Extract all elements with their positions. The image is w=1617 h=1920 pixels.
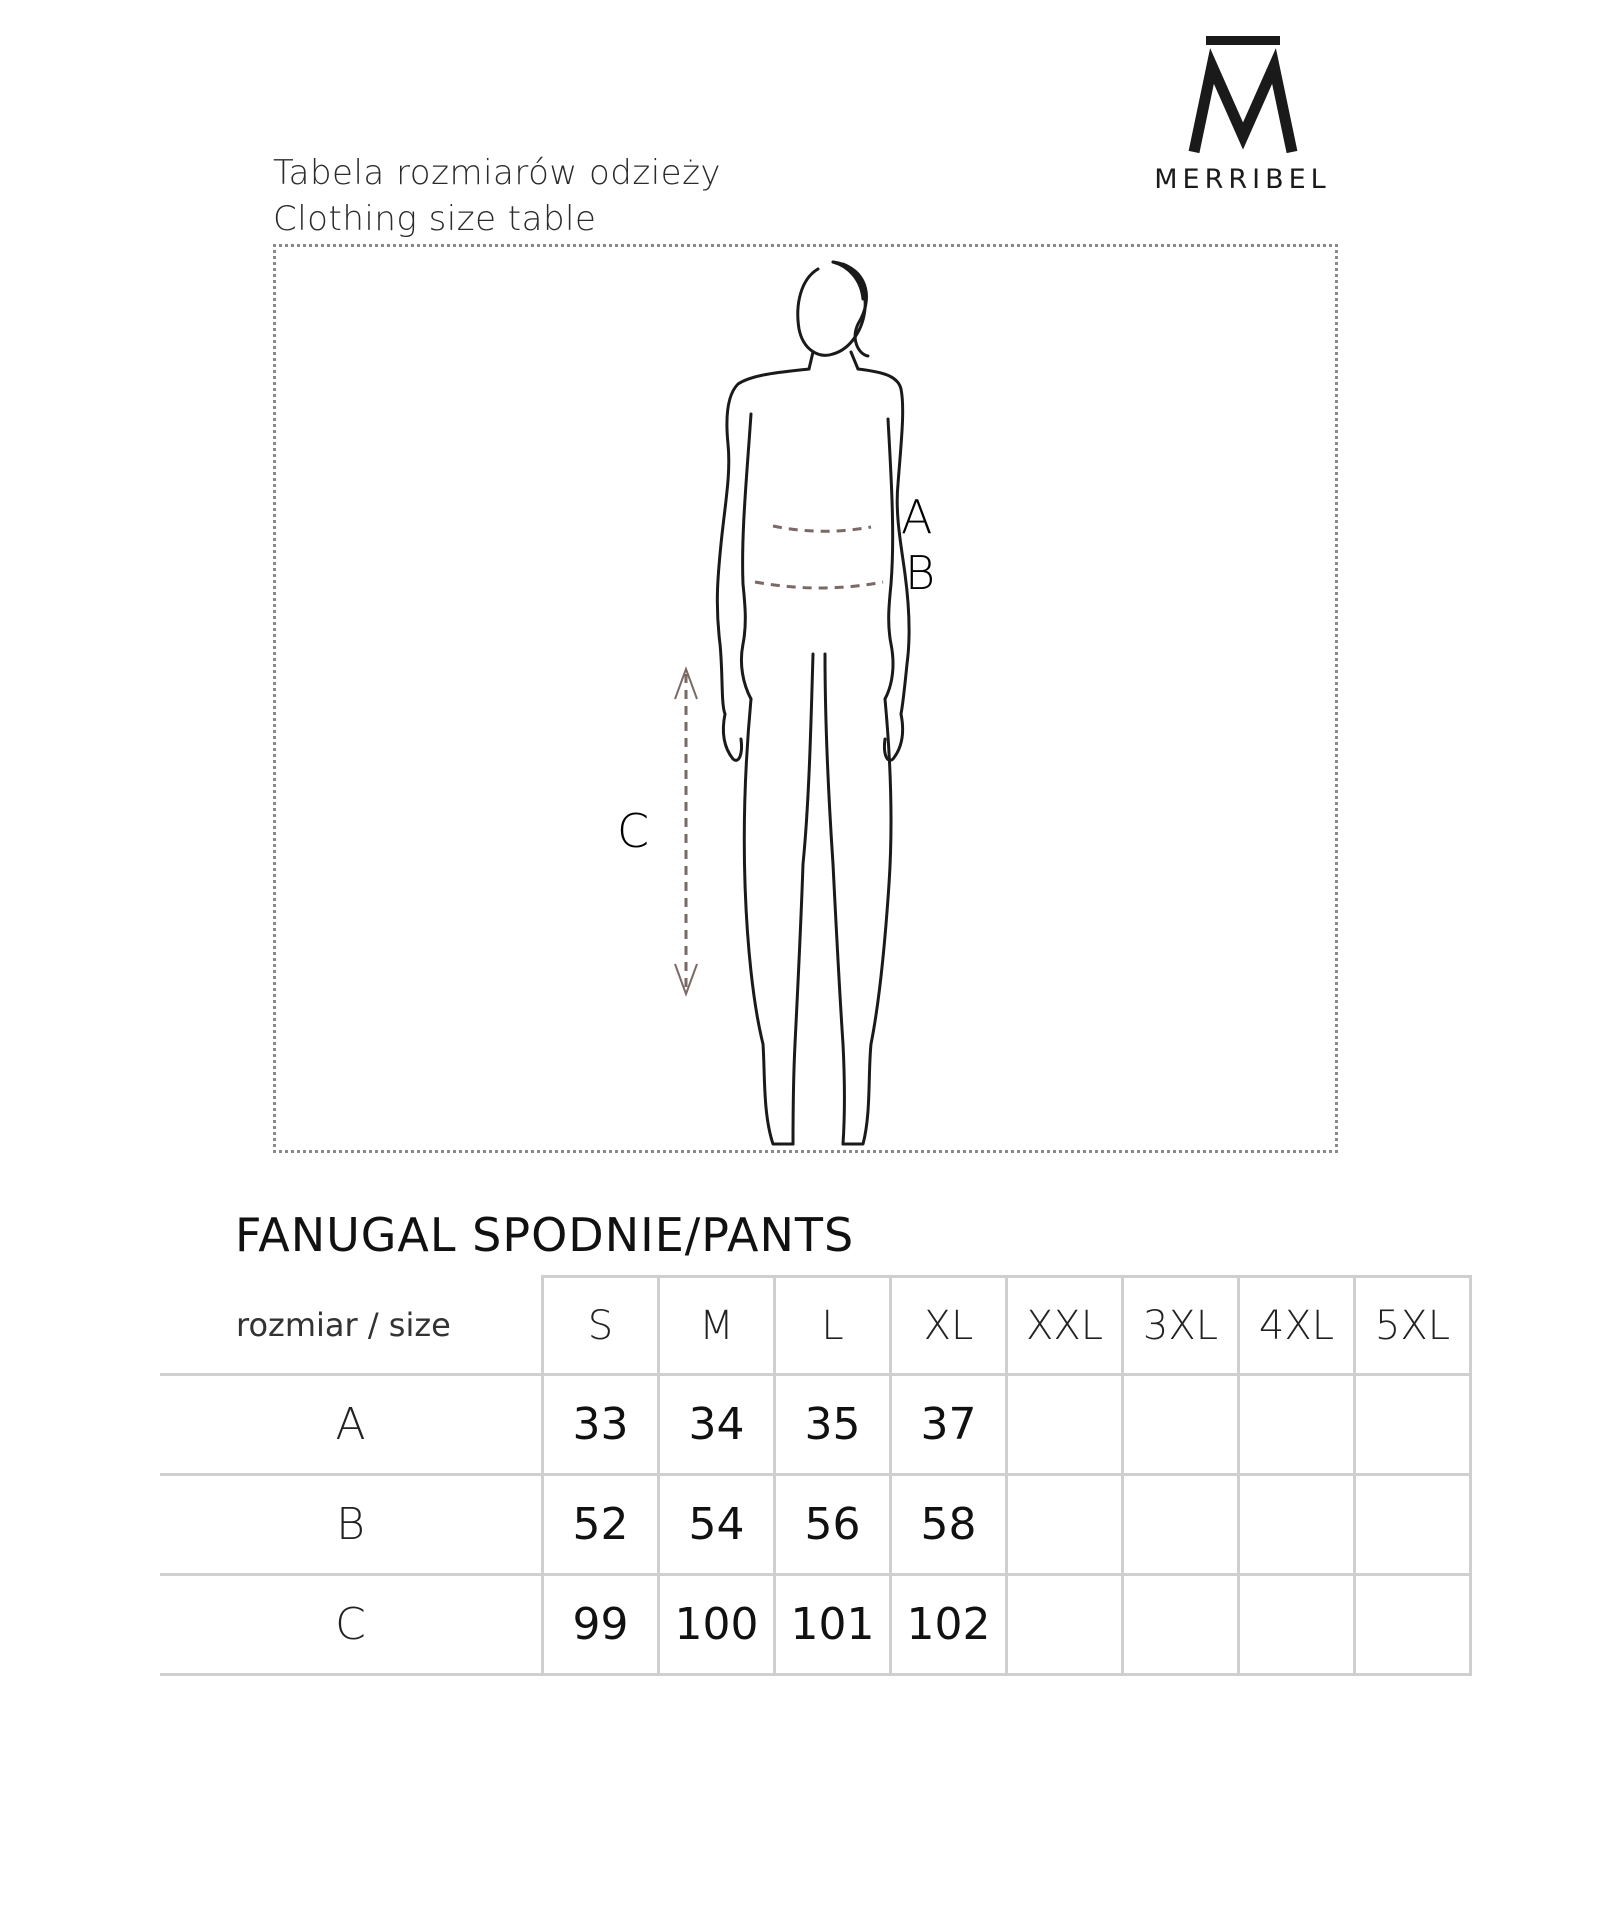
table-cell: 99	[543, 1575, 659, 1675]
table-cell	[1007, 1375, 1123, 1475]
label-b: B	[905, 546, 936, 600]
brand-logo	[1130, 36, 1355, 195]
table-cell: 100	[659, 1575, 775, 1675]
table-cell: 56	[775, 1475, 891, 1575]
size-header-row	[160, 1277, 1471, 1375]
size-table	[160, 1275, 1472, 1676]
table-cell: 58	[891, 1475, 1007, 1575]
logo-m-icon	[1188, 36, 1298, 154]
measure-line-b	[755, 582, 883, 588]
size-column-header: XXL	[1007, 1277, 1123, 1375]
size-column-header: 4XL	[1239, 1277, 1355, 1375]
product-title: FANUGAL SPODNIE/PANTS	[235, 1208, 855, 1262]
table-cell	[1239, 1375, 1355, 1475]
table-cell	[1123, 1575, 1239, 1675]
table-cell	[1355, 1375, 1471, 1475]
table-cell	[1355, 1475, 1471, 1575]
table-cell	[1007, 1475, 1123, 1575]
measurement-label: A	[160, 1375, 543, 1475]
size-column-header: XL	[891, 1277, 1007, 1375]
measure-line-a	[773, 526, 871, 531]
table-cell: 35	[775, 1375, 891, 1475]
label-a: A	[901, 490, 933, 544]
body-outline-illustration	[273, 244, 1338, 1153]
table-cell	[1123, 1375, 1239, 1475]
size-column-header: 3XL	[1123, 1277, 1239, 1375]
table-row	[160, 1475, 1471, 1575]
table-cell	[1007, 1575, 1123, 1675]
table-cell	[1239, 1575, 1355, 1675]
caption-english: Clothing size table	[273, 199, 597, 239]
table-cell: 34	[659, 1375, 775, 1475]
size-column-header: 5XL	[1355, 1277, 1471, 1375]
caption-polish: Tabela rozmiarów odzieży	[273, 153, 722, 193]
table-cell	[1355, 1575, 1471, 1675]
chart-caption	[273, 150, 721, 242]
table-cell: 101	[775, 1575, 891, 1675]
table-cell: 54	[659, 1475, 775, 1575]
table-row	[160, 1375, 1471, 1475]
measurement-label: B	[160, 1475, 543, 1575]
size-column-header: M	[659, 1277, 775, 1375]
size-column-header: L	[775, 1277, 891, 1375]
label-c: C	[617, 804, 650, 858]
table-cell	[1239, 1475, 1355, 1575]
size-header-label: rozmiar / size	[236, 1305, 451, 1344]
measurement-label: C	[160, 1575, 543, 1675]
table-cell: 37	[891, 1375, 1007, 1475]
table-cell	[1123, 1475, 1239, 1575]
table-row	[160, 1575, 1471, 1675]
brand-name: MERRIBEL	[1154, 164, 1331, 195]
table-cell: 33	[543, 1375, 659, 1475]
table-cell: 52	[543, 1475, 659, 1575]
size-column-header: S	[543, 1277, 659, 1375]
table-cell: 102	[891, 1575, 1007, 1675]
